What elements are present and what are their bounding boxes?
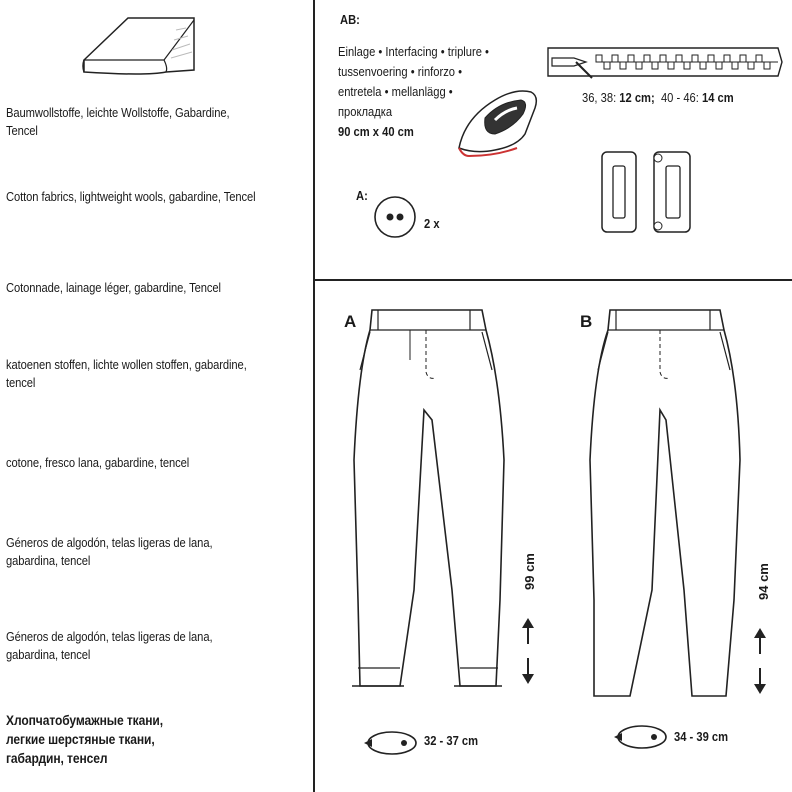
vertical-divider (313, 0, 315, 792)
view-a-hem: 32 - 37 cm (424, 733, 479, 748)
zipper-prefix-2: 40 - 46: (660, 90, 702, 105)
interfacing-line-1: Einlage • Interfacing • triplure • (338, 44, 489, 59)
button-quantity: 2 x (424, 216, 440, 231)
interfacing-line-2: tussenvoering • rinforzo • (338, 64, 463, 79)
view-b-hem: 34 - 39 cm (674, 729, 729, 744)
interfacing-size: 90 cm x 40 cm (338, 124, 414, 139)
button-icon (372, 194, 418, 240)
trousers-b-drawing (580, 300, 760, 700)
fabric-text-de: Baumwollstoffe, leichte Wollstoffe, Gabardine, Tencel (6, 105, 230, 138)
interfacing-line-3: entretela • mellanlägg • (338, 84, 453, 99)
interfacing-line-4: прокладка (338, 104, 393, 119)
length-arrow-a-icon (518, 616, 538, 686)
fabric-bolt-icon (76, 10, 196, 80)
horizontal-divider (315, 279, 792, 281)
buckle-icon (600, 150, 640, 236)
zipper-icon (546, 38, 786, 86)
a-label: A: (356, 188, 368, 203)
length-arrow-b-icon (750, 626, 770, 696)
buckle-open-icon (648, 150, 696, 236)
fabric-text-nl: katoenen stoffen, lichte wollen stoffen, gabardine, tencel (6, 357, 247, 390)
hem-loop-b-icon (612, 720, 672, 754)
iron-icon (455, 78, 541, 162)
trousers-a-drawing (340, 300, 530, 700)
view-a-length: 99 cm (522, 553, 537, 590)
fabric-text-es: Géneros de algodón, telas ligeras de lana, gabardina, tencel (6, 535, 213, 568)
fabric-text-es-2: Géneros de algodón, telas ligeras de lana, gabardina, tencel (6, 629, 213, 662)
view-b-length: 94 cm (756, 563, 771, 600)
view-a-label: A (344, 312, 357, 331)
fabric-text-en: Cotton fabrics, lightweight wools, gabardine, Tencel (6, 189, 256, 204)
ab-label: AB: (340, 12, 360, 27)
zipper-prefix-1: 36, 38: (582, 90, 620, 105)
zipper-size-text (582, 90, 734, 105)
zipper-length-2: 14 cm (701, 90, 734, 105)
hem-loop-a-icon (362, 726, 422, 760)
view-b-label: B (580, 312, 593, 331)
zipper-length-1: 12 cm; (619, 90, 655, 105)
fabric-text-fr: Cotonnade, lainage léger, gabardine, Tencel (6, 280, 221, 295)
fabric-text-it: cotone, fresco lana, gabardine, tencel (6, 455, 190, 470)
fabric-text-ru: Хлопчатобумажные ткани, легкие шерстяные ткани, габардин, тенсел (6, 712, 163, 766)
